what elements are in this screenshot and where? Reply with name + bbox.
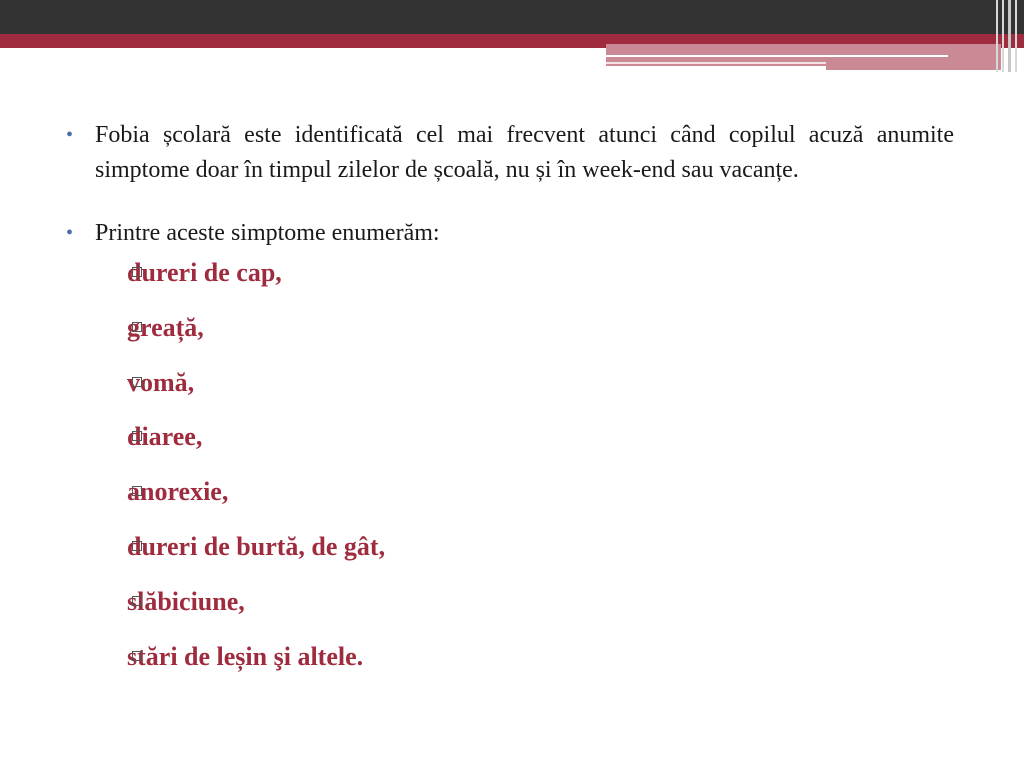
symptom-text: dureri de cap, — [127, 258, 282, 287]
list-item — [66, 257, 954, 312]
header-decor-line — [606, 62, 826, 64]
symptom-text: dureri de burtă, de gât, — [127, 531, 386, 561]
paragraph-bullet — [66, 118, 954, 188]
square-bullet-icon — [132, 431, 142, 441]
square-bullet-icon — [132, 651, 142, 661]
square-bullet-icon — [132, 541, 142, 551]
list-item — [66, 586, 954, 641]
list-item — [66, 421, 954, 476]
list-item — [66, 641, 954, 696]
square-bullet-icon — [132, 377, 142, 387]
square-bullet-icon — [132, 322, 142, 332]
square-bullet-icon — [132, 596, 142, 606]
slide-content — [66, 118, 954, 695]
square-bullet-icon — [132, 486, 142, 496]
list-item — [66, 531, 954, 586]
header-dark-band — [0, 0, 1024, 34]
symptom-text: vomă, — [127, 367, 195, 397]
bullet-dot-icon: • — [66, 124, 74, 146]
symptom-text: anorexie, — [127, 477, 229, 507]
paragraph-text: Fobia școlară este identificată cel mai frecvent atunci când copilul acuză anumite simptome doar în timpul zilelor de școală, nu și în week-end sau vacanțe. — [95, 122, 954, 183]
symptom-text: greață, — [127, 312, 204, 342]
symptom-text: slăbiciune, — [127, 586, 245, 616]
list-item — [66, 476, 954, 531]
bullet-dot-icon: • — [66, 222, 74, 244]
list-item — [66, 312, 954, 367]
square-bullet-icon — [132, 267, 142, 277]
list-item — [66, 367, 954, 422]
header-decor-line — [606, 55, 948, 57]
header-right-bars — [994, 0, 1024, 72]
symptom-text: stări de leșin şi altele. — [127, 641, 364, 671]
symptom-text: diaree, — [127, 422, 203, 452]
header-decor-gap — [606, 66, 826, 70]
symptom-list — [66, 257, 954, 695]
paragraph-bullet — [66, 216, 954, 251]
paragraph-text: Printre aceste simptome enumerăm: — [95, 220, 440, 246]
